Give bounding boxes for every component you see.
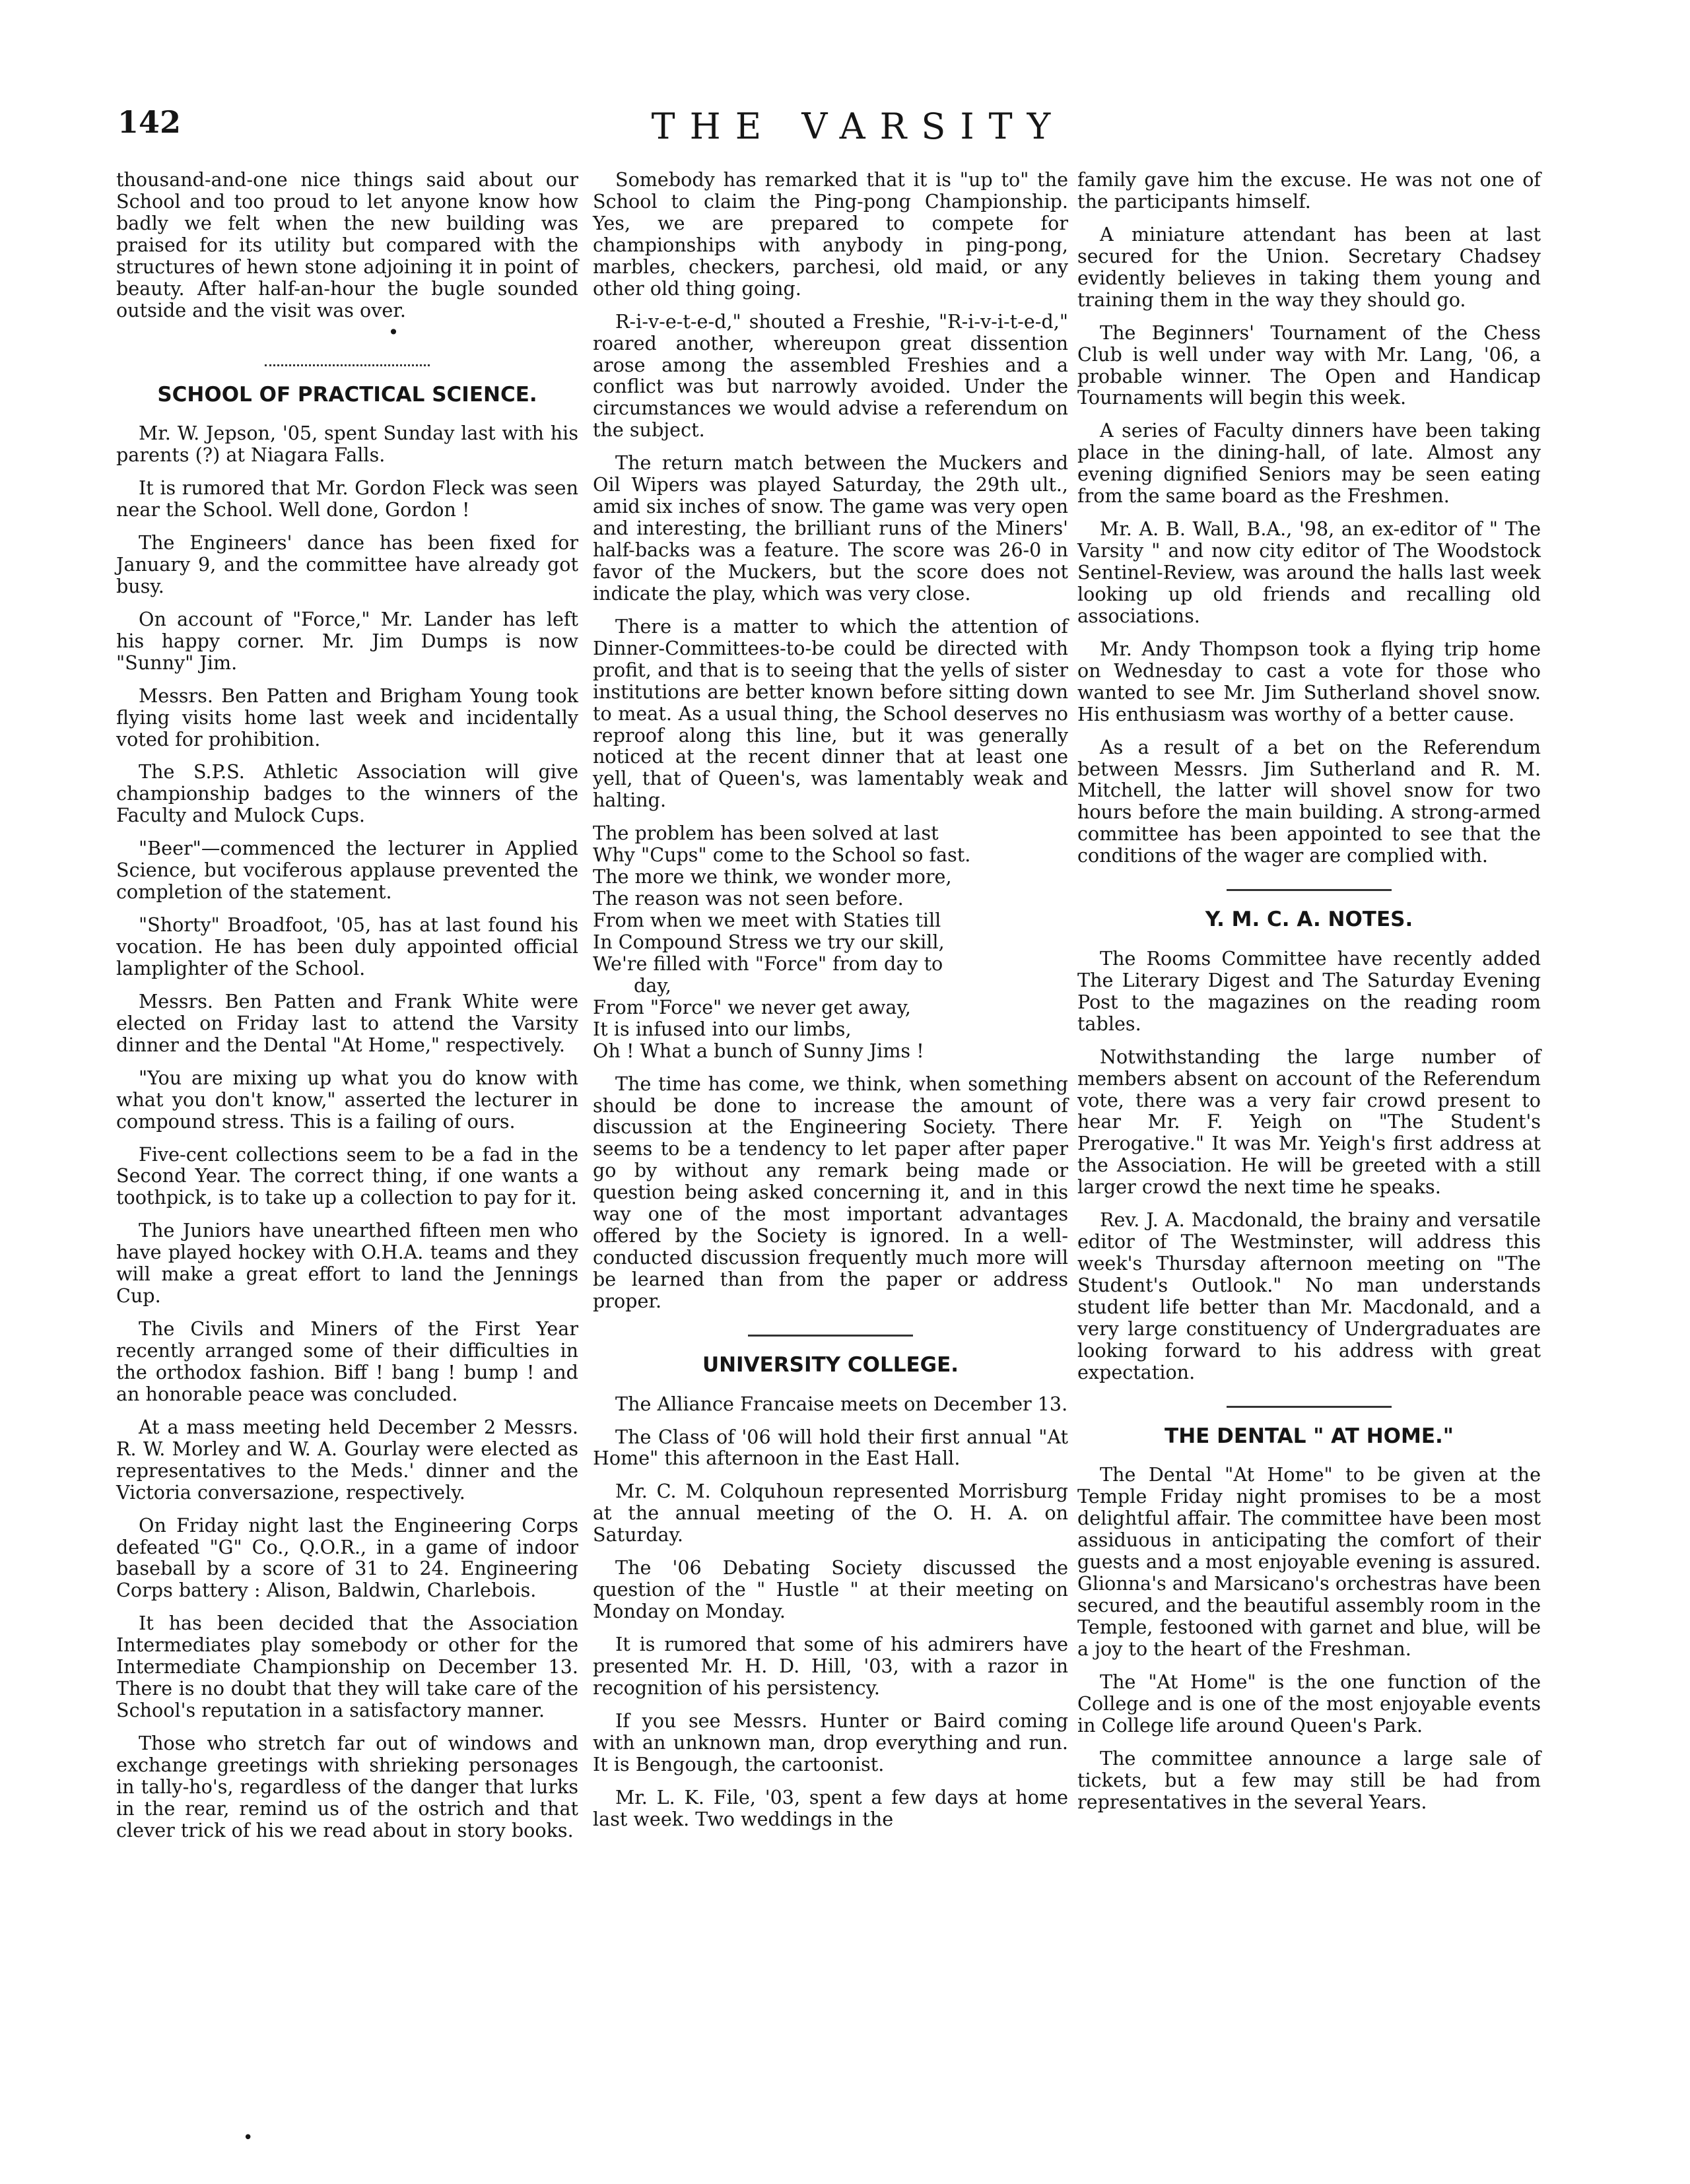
- article-paragraph: The '06 Debating Society discussed the question of the " Hustle " at their meeting on Monday on Monday.: [593, 1556, 1068, 1623]
- article-paragraph: A miniature attendant has been at last secured for the Union. Secretary Chadsey evidently believes in taking them young and training them in the way they should go.: [1077, 222, 1541, 311]
- article-paragraph: The S.P.S. Athletic Association will give championship badges to the winners of the Faculty and Mulock Cups.: [116, 760, 578, 827]
- article-paragraph: The time has come, we think, when something should be done to increase the amount of discussion at the Engineering Society. There seems to be a tendency to let paper after paper go by without any remark being made or question being asked concerning it, and in this way one of the most important advantages offered by the Society is ignored. In a well-conducted discussion frequently much more will be learned than from the paper or address proper.: [593, 1072, 1068, 1312]
- poem-line: The reason was not seen before.: [593, 887, 904, 910]
- section-heading-dental-at-home: THE DENTAL " AT HOME.": [1165, 1424, 1454, 1448]
- article-paragraph: As a result of a bet on the Referendum between Messrs. Jim Sutherland and R. M. Mitchell, the latter will shovel snow for two hours before the main building. A strong-armed committee has been appointed to see that the conditions of the wager are complied with.: [1077, 735, 1541, 867]
- article-paragraph: The Engineers' dance has been fixed for January 9, and the committee have already got busy.: [116, 531, 578, 597]
- article-paragraph: Mr. A. B. Wall, B.A., '98, an ex-editor of " The Varsity " and now city editor of The Woodstock Sentinel-Review, was around the halls last week looking up old friends and recalling old associations.: [1077, 517, 1541, 627]
- article-paragraph: Five-cent collections seem to be a fad in the Second Year. The correct thing, if one wants a toothpick, is to take up a collection to pay for it.: [116, 1142, 578, 1209]
- article-paragraph: The Beginners' Tournament of the Chess Club is well under way with Mr. Lang, '06, a probable winner. The Open and Handicap Tournaments will begin this week.: [1077, 321, 1541, 409]
- article-paragraph: The return match between the Muckers and Oil Wipers was played Saturday, the 29th ult., amid six inches of snow. The game was very open and interesting, the brilliant runs of the Miners' half-backs was a feature. The score was 26-0 in favor of the Muckers, but the score does not indicate the play, which was very close.: [593, 451, 1068, 605]
- column-3: [1077, 169, 1541, 1824]
- poem-line: The more we think, we wonder more,: [593, 865, 952, 888]
- article-paragraph: Messrs. Ben Patten and Frank White were elected on Friday last to attend the Varsity dinner and the Dental "At Home," respectively.: [116, 989, 578, 1056]
- article-paragraph: Messrs. Ben Patten and Brigham Young took flying visits home last week and incidentally voted for prohibition.: [116, 684, 578, 750]
- article-paragraph: R-i-v-e-t-e-d," shouted a Freshie, "R-i-v-i-t-e-d," roared another, whereupon great dissention arose among the assembled Freshies and a conflict was but narrowly avoided. Under the circumstances we would advise a referendum on the subject.: [593, 310, 1068, 442]
- section-heading-university-college: UNIVERSITY COLLEGE.: [702, 1352, 959, 1377]
- continued-paragraph: family gave him the excuse. He was not one of the participants himself.: [1077, 168, 1541, 213]
- column-1: [116, 169, 578, 1853]
- article-paragraph: Rev. J. A. Macdonald, the brainy and versatile editor of The Westminster, will address this week's Thursday afternoon meeting on "The Student's Outlook." No man understands student life better than Mr. Macdonald, and a very large constituency of Undergraduates are looking forward to his address with great expectation.: [1077, 1208, 1541, 1383]
- print-speck: •: [243, 2128, 254, 2148]
- article-paragraph: At a mass meeting held December 2 Messrs. R. W. Morley and W. A. Gourlay were elected as representatives to the Meds.' dinner and the Victoria conversazione, respectively.: [116, 1415, 578, 1504]
- poem-line: In Compound Stress we try our skill,: [593, 930, 945, 953]
- article-paragraph: Mr. W. Jepson, '05, spent Sunday last with his parents (?) at Niagara Falls.: [116, 422, 578, 467]
- article-paragraph: Those who stretch far out of windows and exchange greetings with shrieking personages in tally-ho's, regardless of the danger that lurks in the rear, remind us of the ostrich and that clever trick of his we read about in story books.: [116, 1732, 578, 1841]
- article-paragraph: The "At Home" is the one function of the College and is one of the most enjoyable events in College life around Queen's Park.: [1077, 1670, 1541, 1737]
- section-heading-sps: SCHOOL OF PRACTICAL SCIENCE.: [157, 382, 537, 407]
- article-paragraph: A series of Faculty dinners have been taking place in the dining-hall, of late. Almost any evening dignified Seniors may be seen eating from the same board as the Freshmen.: [1077, 419, 1541, 508]
- poem-line: The problem has been solved at last: [593, 822, 939, 845]
- article-paragraph: "Beer"—commenced the lecturer in Applied Science, but vociferous applause prevented the completion of the statement.: [116, 837, 578, 904]
- poem-line: Oh ! What a bunch of Sunny Jims !: [593, 1039, 924, 1062]
- article-paragraph: If you see Messrs. Hunter or Baird coming with an unknown man, drop everything and run. It is Bengough, the cartoonist.: [593, 1709, 1068, 1775]
- poem-line: From when we meet with Staties till: [593, 909, 941, 931]
- article-paragraph: Mr. Andy Thompson took a flying trip home on Wednesday to cast a vote for those who wanted to see Mr. Jim Sutherland shovel snow. His enthusiasm was worthy of a better cause.: [1077, 637, 1541, 725]
- article-paragraph: It is rumored that some of his admirers have presented Mr. H. D. Hill, '03, with a razor in recognition of his persistency.: [593, 1633, 1068, 1699]
- article-paragraph: It has been decided that the Association Intermediates play somebody or other for the Intermediate Championship on December 13. There is no doubt that they will take care of the School's reputation in a satisfactory manner.: [116, 1612, 578, 1722]
- section-rule: [265, 364, 430, 366]
- article-paragraph: There is a matter to which the attention of Dinner-Committees-to-be could be directed with profit, and that is to seeing that the yells of sister institutions are better known before sitting down to meat. As a usual thing, the School deserves no reproof along this line, but it was generally noticed at the recent dinner that at least one yell, that of Queen's, was lamentably weak and halting.: [593, 614, 1068, 812]
- page-number: 142: [118, 104, 182, 140]
- article-paragraph: "You are mixing up what you do know with what you don't know," asserted the lecturer in compound stress. This is a failing of ours.: [116, 1066, 578, 1133]
- section-rule: [748, 1335, 913, 1337]
- article-paragraph: "Shorty" Broadfoot, '05, has at last found his vocation. He has been duly appointed official lamplighter of the School.: [116, 913, 578, 979]
- continued-paragraph: thousand-and-one nice things said about our School and too proud to let anyone know how badly we felt when the new building was praised for its utility but compared with the structures of hewn stone adjoining it in point of beauty. After half-an-hour the bugle sounded outside and the visit was over.: [116, 168, 578, 321]
- article-paragraph: Mr. L. K. File, '03, spent a few days at home last week. Two weddings in the: [593, 1785, 1068, 1830]
- column-2: [593, 169, 1068, 1841]
- article-paragraph: On account of "Force," Mr. Lander has left his happy corner. Mr. Jim Dumps is now "Sunny" Jim.: [116, 607, 578, 674]
- article-paragraph: Somebody has remarked that it is "up to" the School to claim the Ping-pong Championship. Yes, we are prepared to compete for championships with anybody in ping-pong, marbles, checkers, parchesi, old maid, or any other old thing going.: [593, 168, 1068, 300]
- article-paragraph: It is rumored that Mr. Gordon Fleck was seen near the School. Well done, Gordon !: [116, 477, 578, 521]
- poem: [593, 822, 1068, 1061]
- article-paragraph: The Dental "At Home" to be given at the Temple Friday night promises to be a most delightful affair. The committee have been most assiduous in anticipating the comfort of their guests and a most enjoyable evening is assured. Glionna's and Marsicano's orchestras have been secured, and the beautiful assembly room in the Temple, festooned with garnet and blue, will be a joy to the heart of the Freshman.: [1077, 1463, 1541, 1660]
- poem-line: We're filled with "Force" from day to: [593, 952, 943, 975]
- poem-line: It is infused into our limbs,: [593, 1017, 852, 1040]
- article-paragraph: The Alliance Francaise meets on December 13.: [615, 1392, 1068, 1415]
- section-rule: [1227, 889, 1392, 891]
- article-paragraph: The Class of '06 will hold their first annual "At Home" this afternoon in the East Hall.: [593, 1425, 1068, 1470]
- section-heading-ymca: Y. M. C. A. NOTES.: [1205, 908, 1413, 932]
- article-paragraph: The committee announce a large sale of tickets, but a few may still be had from representatives in the several Years.: [1077, 1746, 1541, 1813]
- article-paragraph: The Juniors have unearthed fifteen men who have played hockey with O.H.A. teams and they will make a great effort to land the Jennings Cup.: [116, 1219, 578, 1307]
- poem-line: From "Force" we never get away,: [593, 995, 911, 1018]
- article-paragraph: Mr. C. M. Colquhoun represented Morrisburg at the annual meeting of the O. H. A. on Saturday.: [593, 1480, 1068, 1546]
- article-paragraph: The Rooms Committee have recently added The Literary Digest and The Saturday Evening Post to the magazines on the reading room tables.: [1077, 946, 1541, 1035]
- section-rule: [1227, 1406, 1392, 1408]
- poem-line: Why "Cups" come to the School so fast.: [593, 844, 971, 867]
- article-paragraph: On Friday night last the Engineering Corps defeated "G" Co., Q.O.R., in a game of indoor baseball by a score of 31 to 24. Engineering Corps battery : Alison, Baldwin, Charlebois.: [116, 1513, 578, 1602]
- article-paragraph: Notwithstanding the large number of members absent on account of the Referendum vote, there was a very fair crowd present to hear Mr. F. Yeigh on "The Student's Prerogative." It was Mr. Yeigh's first address at the Association. He will be greeted with a still larger crowd the next time he speaks.: [1077, 1045, 1541, 1199]
- running-head-title: THE VARSITY: [651, 106, 1065, 147]
- poem-line: day,: [634, 974, 671, 997]
- article-paragraph: The Civils and Miners of the First Year recently arranged some of their difficulties in the orthodox fashion. Biff ! bang ! bump ! and an honorable peace was concluded.: [116, 1317, 578, 1405]
- separator-dot: •: [388, 321, 399, 343]
